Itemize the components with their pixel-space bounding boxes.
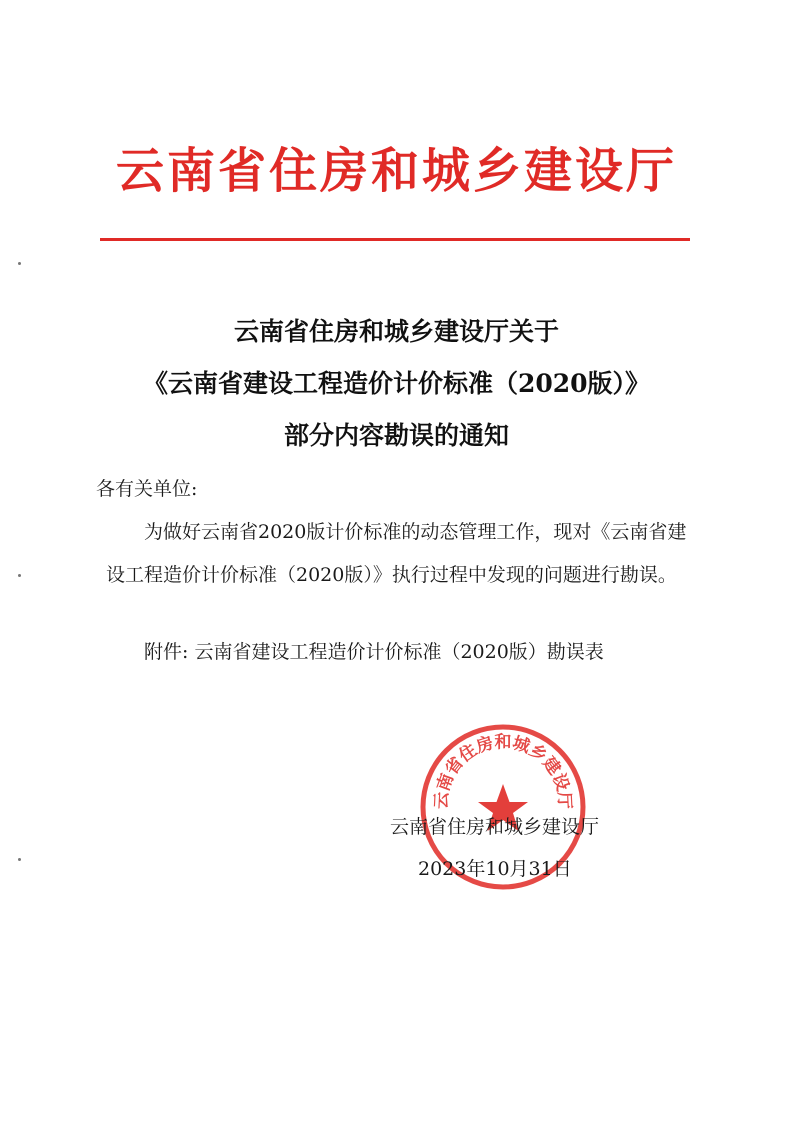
signature-date: 2023年10月31日 [418, 858, 572, 880]
document-title-line-2: 《云南省建设工程造价计价标准（2020版）》 [142, 369, 651, 398]
attachment-line: 附件: 云南省建设工程造价计价标准（2020版）勘误表 [144, 641, 604, 663]
salutation: 各有关单位: [96, 478, 198, 500]
signature-block [382, 806, 642, 890]
letterhead-title: 云南省住房和城乡建设厅 [115, 143, 677, 199]
letterhead-rule [100, 238, 690, 241]
signature-organization: 云南省住房和城乡建设厅 [390, 816, 600, 838]
scan-margin-mark [18, 858, 21, 861]
svg-text:云南省住房和城乡建设厅: 云南省住房和城乡建设厅 [431, 732, 575, 810]
scan-margin-mark [18, 574, 21, 577]
document-title-line-3: 部分内容勘误的通知 [283, 421, 509, 450]
scan-margin-mark [18, 262, 21, 265]
document-title [0, 306, 793, 462]
body-paragraph: 为做好云南省2020版计价标准的动态管理工作，现对《云南省建设工程造价计价标准（2020版）》执行过程中发现的问题进行勘误。 [106, 521, 687, 586]
document-body [96, 468, 696, 674]
document-title-line-1: 云南省住房和城乡建设厅关于 [233, 317, 559, 346]
